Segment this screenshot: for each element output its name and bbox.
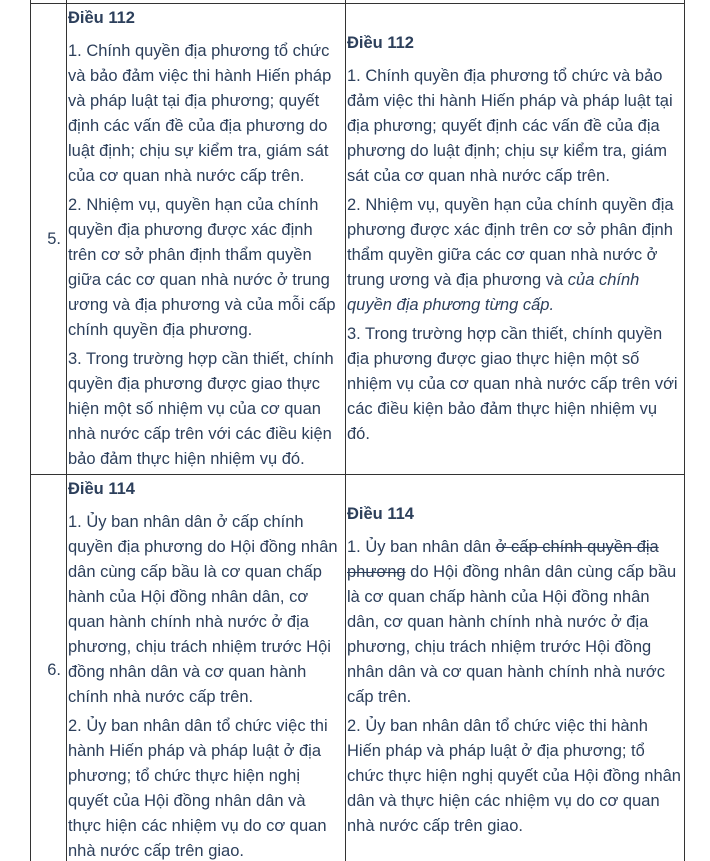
italic-inserted-text: của chính quyền địa phương từng cấp.	[347, 271, 640, 314]
paragraph-text: 3. Trong trường hợp cần thiết, chính quyền địa phương được giao thực hiện một số nhiệm vụ của cơ quan nhà nước cấp trên với các điều kiện bảo đảm thực hiện nhiệm vụ đó.	[68, 350, 334, 468]
paragraph-text: 3. Trong trường hợp cần thiết, chính quyền địa phương được giao thực hiện một số nhiệm vụ của cơ quan nhà nước cấp trên với các điều kiện bảo đảm thực hiện nhiệm vụ đó.	[347, 325, 678, 443]
paragraph-text: 1. Ủy ban nhân dân ở cấp chính quyền địa phương do Hội đồng nhân dân cùng cấp bầu là cơ quan chấp hành của Hội đồng nhân dân, cơ quan hành chính nhà nước ở địa phương, chịu trách nhiệm trước Hội đồng nhân dân và cơ quan hành chính nhà nước cấp trên.	[68, 513, 338, 706]
law-paragraph	[347, 714, 681, 839]
article-heading: Điều 112	[347, 34, 414, 52]
law-paragraph	[347, 535, 681, 710]
amended-text-cell-114	[346, 475, 685, 861]
row-number	[31, 475, 67, 861]
law-paragraph	[68, 39, 342, 189]
original-text-cell-112	[67, 4, 346, 475]
paragraph-text: 2. Nhiệm vụ, quyền hạn của chính quyền địa phương được xác định trên cơ sở phân định thẩm quyền giữa các cơ quan nhà nước ở trung ương và địa phương và	[347, 196, 674, 289]
paragraph-text: 1. Ủy ban nhân dân	[347, 538, 496, 556]
article-heading: Điều 112	[68, 9, 135, 27]
law-paragraph	[347, 322, 681, 447]
article-heading: Điều 114	[68, 480, 135, 498]
original-text-cell-114	[67, 475, 346, 861]
law-paragraph	[68, 193, 342, 343]
law-comparison-table	[30, 0, 685, 861]
law-paragraph	[347, 64, 681, 189]
row-number-label: 6.	[47, 661, 61, 679]
amended-text-cell-112	[346, 4, 685, 475]
paragraph-text: 2. Ủy ban nhân dân tổ chức việc thi hành Hiến pháp và pháp luật ở địa phương; tổ chức thực hiện nghị quyết của Hội đồng nhân dân và thực hiện các nhiệm vụ do cơ quan nhà nước cấp trên giao.	[68, 717, 328, 860]
table-row-article-112	[31, 4, 685, 475]
paragraph-text: 2. Nhiệm vụ, quyền hạn của chính quyền địa phương được xác định trên cơ sở phân định thẩm quyền giữa các cơ quan nhà nước ở trung ương và địa phương và của mỗi cấp chính quyền địa phương.	[68, 196, 336, 339]
paragraph-text: 1. Chính quyền địa phương tổ chức và bảo đảm việc thi hành Hiến pháp và pháp luật tại địa phương; quyết định các vấn đề của địa phương do luật định; chịu sự kiểm tra, giám sát của cơ quan nhà nước cấp trên.	[347, 67, 673, 185]
paragraph-text: 2. Ủy ban nhân dân tổ chức việc thi hành Hiến pháp và pháp luật ở địa phương; tổ chức thực hiện nghị quyết của Hội đồng nhân dân và thực hiện các nhiệm vụ do cơ quan nhà nước cấp trên giao.	[347, 717, 681, 835]
paragraph-text: 1. Chính quyền địa phương tổ chức và bảo đảm việc thi hành Hiến pháp và pháp luật tại địa phương; quyết định các vấn đề của địa phương do luật định; chịu sự kiểm tra, giám sát của cơ quan nhà nước cấp trên.	[68, 42, 332, 185]
law-paragraph	[347, 193, 681, 318]
table-row-article-114	[31, 475, 685, 861]
law-paragraph	[68, 510, 342, 710]
paragraph-text: do Hội đồng nhân dân cùng cấp bầu là cơ quan chấp hành của Hội đồng nhân dân, cơ quan hành chính nhà nước ở địa phương, chịu trách nhiệm trước Hội đồng nhân dân và cơ quan hành chính nhà nước cấp trên.	[347, 563, 677, 706]
row-number-label: 5.	[47, 229, 61, 248]
row-number	[31, 4, 67, 475]
law-paragraph	[68, 714, 342, 861]
law-paragraph	[68, 347, 342, 472]
article-heading: Điều 114	[347, 505, 414, 523]
strikethrough-deleted-text: ở cấp chính quyền địa phương	[347, 538, 659, 581]
